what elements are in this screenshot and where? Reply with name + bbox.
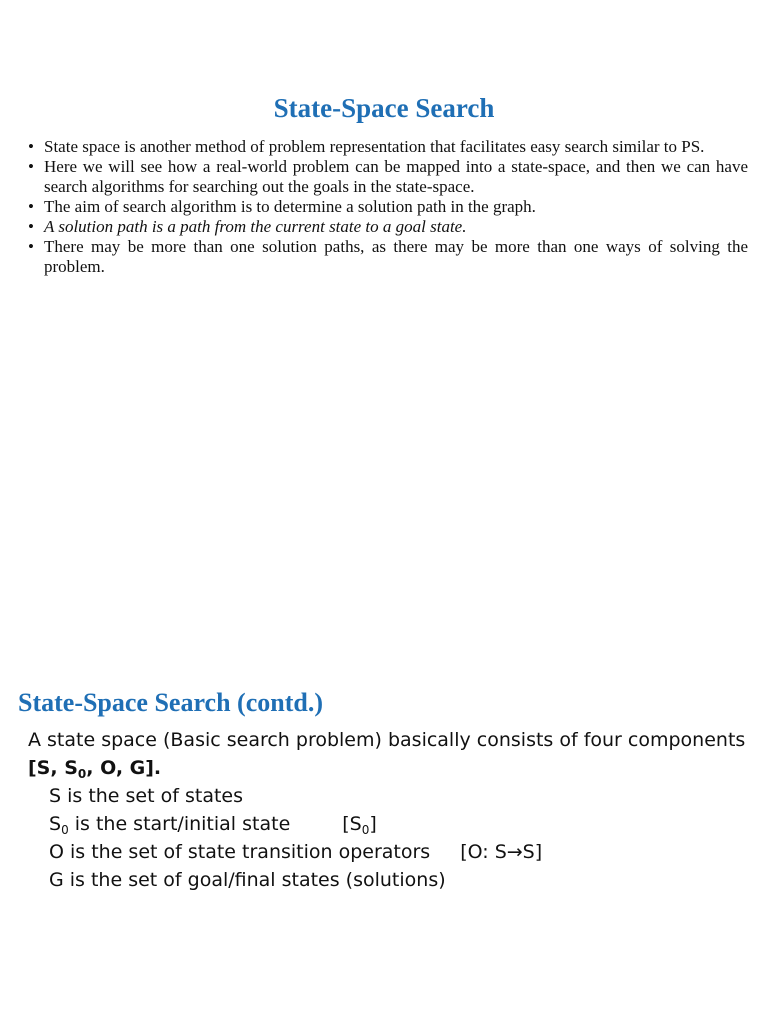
- slide-title: State-Space Search (contd.): [18, 688, 323, 717]
- bullet-item: • There may be more than one solution paths, as there may be more than one ways of solving the problem.: [28, 237, 748, 277]
- bullet-item: • Here we will see how a real-world problem can be mapped into a state-space, and then we can have search algorithms for searching out the goals in the state-space.: [28, 157, 748, 197]
- slide-title: State-Space Search: [273, 93, 495, 123]
- states-definition: S is the set of states: [49, 785, 243, 807]
- bullet-item: • State space is another method of problem representation that facilitates easy search similar to PS.: [28, 137, 748, 157]
- bullet-item: • A solution path is a path from the current state to a goal state.: [28, 217, 748, 237]
- start-state-definition: $S_0$ is the start/initial state $[S_0]$: [49, 813, 377, 837]
- bullet-list: [28, 137, 748, 277]
- intro-text: A state space (Basic search problem) basically consists of four components: [28, 729, 746, 751]
- bullet-item: • The aim of search algorithm is to determine a solution path in the graph.: [28, 197, 748, 217]
- components-tuple: [S, $S_0$, O, G].: [28, 757, 162, 781]
- operators-definition: O is the set of state transition operators [O: S→S]: [49, 841, 543, 863]
- slide-body: [28, 726, 758, 894]
- goal-states-definition: G is the set of goal/final states (solutions): [49, 869, 446, 891]
- slide-state-space-search-contd: [0, 650, 768, 1024]
